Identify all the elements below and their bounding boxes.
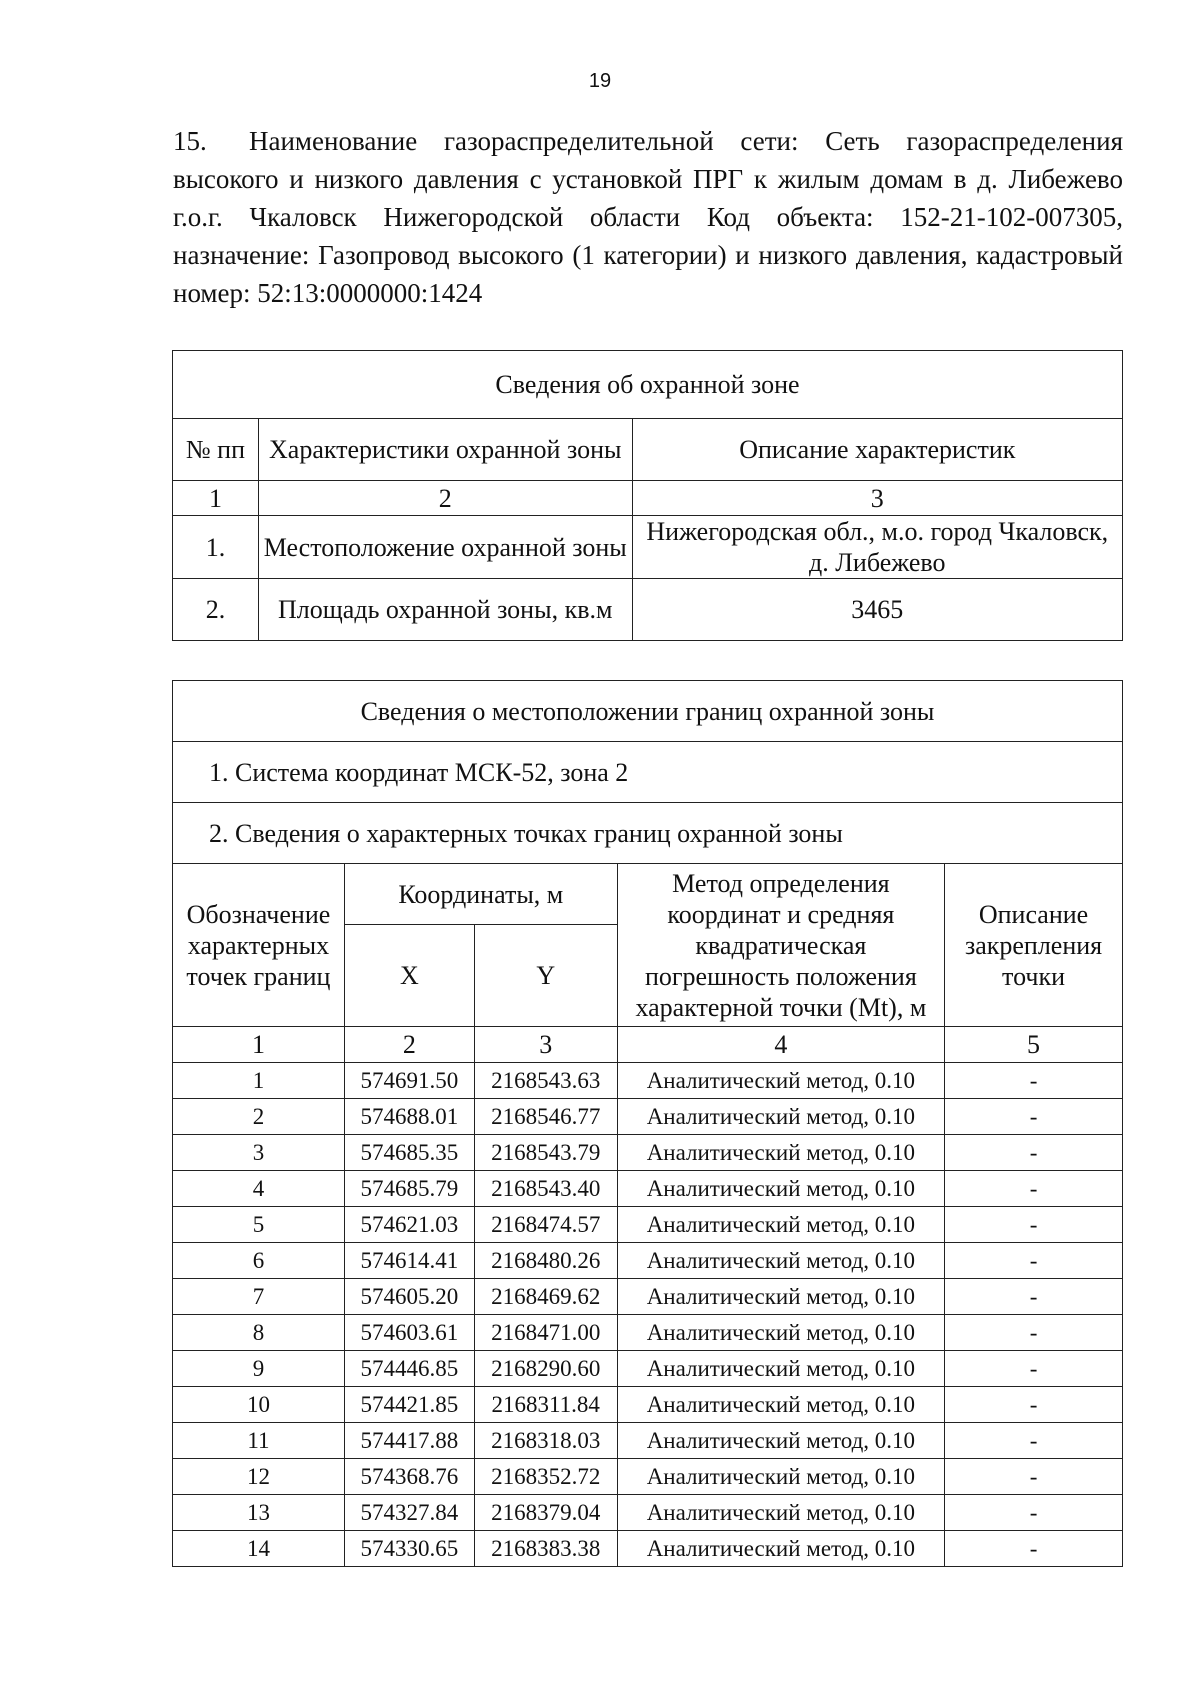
table-row: [173, 1459, 1123, 1495]
zone-header-number: № пп: [173, 419, 259, 481]
x-coordinate: 574621.03: [344, 1207, 474, 1243]
object-description-text: Наименование газораспределительной сети: Сеть газораспределения высокого и низкого давления с установкой ПРГ к жилым домам в д. Либежево г.о.г. Чкаловск Нижегородской области Код объекта: 152-21-102-007305, назначение: Газопровод высокого (1 категории) и низкого давления, кадастровый номер: 52:13:0000000:1424: [173, 126, 1123, 308]
method-cell: Аналитический метод, 0.10: [617, 1495, 944, 1531]
coords-index-cell: 4: [617, 1027, 944, 1063]
table-row: [173, 1207, 1123, 1243]
zone-row-value: Нижегородская обл., м.о. город Чкаловск, д. Либежево: [632, 516, 1122, 579]
method-cell: Аналитический метод, 0.10: [617, 1315, 944, 1351]
y-coordinate: 2168543.79: [474, 1135, 617, 1171]
coords-table-title: Сведения о местоположении границ охранной зоны: [173, 681, 1123, 742]
zone-header-characteristics: Характеристики охранной зоны: [258, 419, 632, 481]
page-number: 19: [588, 70, 612, 92]
y-coordinate: 2168543.63: [474, 1063, 617, 1099]
zone-row: [173, 516, 1123, 579]
y-coordinate: 2168471.00: [474, 1315, 617, 1351]
coords-index-cell: 2: [344, 1027, 474, 1063]
points-section-title: 2. Сведения о характерных точках границ охранной зоны: [173, 803, 1123, 864]
fixing-cell: -: [945, 1063, 1123, 1099]
table-row: [173, 1423, 1123, 1459]
zone-header-description: Описание характеристик: [632, 419, 1122, 481]
zone-index-cell: 3: [632, 481, 1122, 516]
method-cell: Аналитический метод, 0.10: [617, 1207, 944, 1243]
y-coordinate: 2168469.62: [474, 1279, 617, 1315]
point-id: 8: [173, 1315, 345, 1351]
coordinate-system: 1. Система координат МСК-52, зона 2: [173, 742, 1123, 803]
zone-row-number: 2.: [173, 579, 259, 641]
zone-row-number: 1.: [173, 516, 259, 579]
point-id: 13: [173, 1495, 345, 1531]
fixing-cell: -: [945, 1243, 1123, 1279]
fixing-cell: -: [945, 1099, 1123, 1135]
fixing-cell: -: [945, 1135, 1123, 1171]
point-id: 6: [173, 1243, 345, 1279]
zone-row-value: 3465: [632, 579, 1122, 641]
table-row: [173, 1495, 1123, 1531]
coords-index-cell: 1: [173, 1027, 345, 1063]
y-coordinate: 2168352.72: [474, 1459, 617, 1495]
x-coordinate: 574327.84: [344, 1495, 474, 1531]
header-y: Y: [474, 925, 617, 1027]
zone-index-cell: 1: [173, 481, 259, 516]
x-coordinate: 574330.65: [344, 1531, 474, 1567]
y-coordinate: 2168379.04: [474, 1495, 617, 1531]
fixing-cell: -: [945, 1531, 1123, 1567]
y-coordinate: 2168311.84: [474, 1387, 617, 1423]
method-cell: Аналитический метод, 0.10: [617, 1387, 944, 1423]
boundary-coordinates-table: [172, 680, 1123, 1567]
x-coordinate: 574688.01: [344, 1099, 474, 1135]
method-cell: Аналитический метод, 0.10: [617, 1135, 944, 1171]
y-coordinate: 2168290.60: [474, 1351, 617, 1387]
fixing-cell: -: [945, 1351, 1123, 1387]
fixing-cell: -: [945, 1495, 1123, 1531]
header-method: Метод определения координат и средняя квадратическая погрешность положения характерной точки (Mt), м: [617, 864, 944, 1027]
table-row: [173, 1099, 1123, 1135]
point-id: 9: [173, 1351, 345, 1387]
fixing-cell: -: [945, 1423, 1123, 1459]
table-row: [173, 1315, 1123, 1351]
x-coordinate: 574417.88: [344, 1423, 474, 1459]
zone-table-title: Сведения об охранной зоне: [173, 351, 1123, 419]
x-coordinate: 574446.85: [344, 1351, 474, 1387]
method-cell: Аналитический метод, 0.10: [617, 1243, 944, 1279]
table-row: [173, 1387, 1123, 1423]
method-cell: Аналитический метод, 0.10: [617, 1351, 944, 1387]
x-coordinate: 574691.50: [344, 1063, 474, 1099]
table-row: [173, 1063, 1123, 1099]
point-id: 1: [173, 1063, 345, 1099]
coords-index-cell: 5: [945, 1027, 1123, 1063]
method-cell: Аналитический метод, 0.10: [617, 1531, 944, 1567]
fixing-cell: -: [945, 1315, 1123, 1351]
method-cell: Аналитический метод, 0.10: [617, 1423, 944, 1459]
header-coordinates: Координаты, м: [344, 864, 617, 925]
y-coordinate: 2168546.77: [474, 1099, 617, 1135]
header-x: X: [344, 925, 474, 1027]
fixing-cell: -: [945, 1279, 1123, 1315]
table-row: [173, 1279, 1123, 1315]
y-coordinate: 2168318.03: [474, 1423, 617, 1459]
zone-row: [173, 579, 1123, 641]
point-id: 4: [173, 1171, 345, 1207]
x-coordinate: 574603.61: [344, 1315, 474, 1351]
table-row: [173, 1243, 1123, 1279]
table-row: [173, 1171, 1123, 1207]
item-number: 15.: [173, 126, 207, 156]
header-designation: Обозначение характерных точек границ: [173, 864, 345, 1027]
x-coordinate: 574605.20: [344, 1279, 474, 1315]
object-description: [173, 122, 1123, 312]
point-id: 7: [173, 1279, 345, 1315]
x-coordinate: 574685.79: [344, 1171, 474, 1207]
method-cell: Аналитический метод, 0.10: [617, 1063, 944, 1099]
fixing-cell: -: [945, 1459, 1123, 1495]
point-id: 11: [173, 1423, 345, 1459]
x-coordinate: 574368.76: [344, 1459, 474, 1495]
header-fixing-description: Описание закрепления точки: [945, 864, 1123, 1027]
fixing-cell: -: [945, 1387, 1123, 1423]
coords-index-cell: 3: [474, 1027, 617, 1063]
method-cell: Аналитический метод, 0.10: [617, 1279, 944, 1315]
point-id: 14: [173, 1531, 345, 1567]
table-row: [173, 1135, 1123, 1171]
y-coordinate: 2168383.38: [474, 1531, 617, 1567]
x-coordinate: 574685.35: [344, 1135, 474, 1171]
table-row: [173, 1531, 1123, 1567]
y-coordinate: 2168474.57: [474, 1207, 617, 1243]
point-id: 10: [173, 1387, 345, 1423]
point-id: 5: [173, 1207, 345, 1243]
point-id: 2: [173, 1099, 345, 1135]
method-cell: Аналитический метод, 0.10: [617, 1459, 944, 1495]
fixing-cell: -: [945, 1171, 1123, 1207]
protection-zone-table: [172, 350, 1123, 641]
x-coordinate: 574614.41: [344, 1243, 474, 1279]
point-id: 12: [173, 1459, 345, 1495]
fixing-cell: -: [945, 1207, 1123, 1243]
y-coordinate: 2168543.40: [474, 1171, 617, 1207]
method-cell: Аналитический метод, 0.10: [617, 1099, 944, 1135]
zone-index-cell: 2: [258, 481, 632, 516]
zone-row-name: Местоположение охранной зоны: [258, 516, 632, 579]
zone-row-name: Площадь охранной зоны, кв.м: [258, 579, 632, 641]
table-row: [173, 1351, 1123, 1387]
y-coordinate: 2168480.26: [474, 1243, 617, 1279]
x-coordinate: 574421.85: [344, 1387, 474, 1423]
point-id: 3: [173, 1135, 345, 1171]
method-cell: Аналитический метод, 0.10: [617, 1171, 944, 1207]
